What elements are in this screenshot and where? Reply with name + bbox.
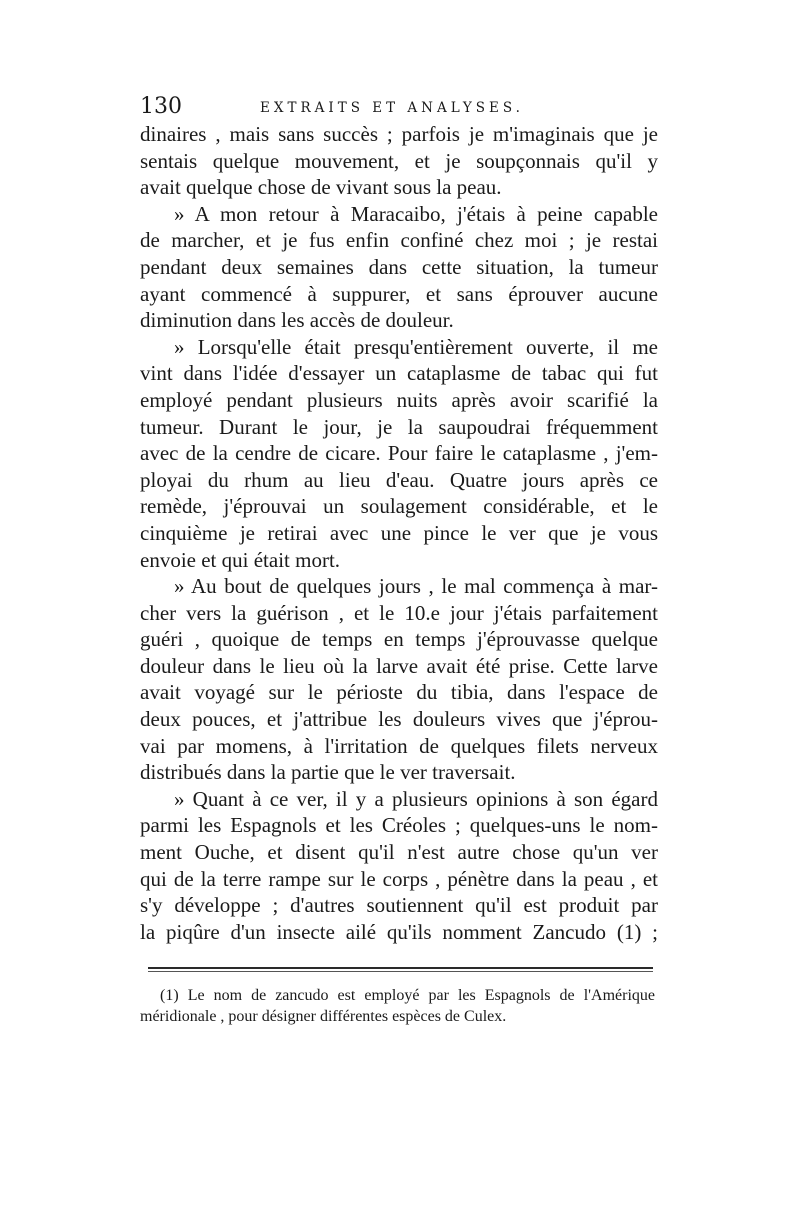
text-line: » A mon retour à Maracaibo, j'étais à peine capable — [174, 201, 658, 226]
text-line: la piqûre d'un insecte ailé qu'ils nomment Zancudo (1) ; — [140, 919, 658, 944]
running-head: EXTRAITS ET ANALYSES. — [260, 100, 524, 116]
body-text — [140, 121, 658, 945]
text-line: vint dans l'idée d'essayer un cataplasme de tabac qui fut — [140, 361, 658, 386]
text-line: douleur dans le lieu où la larve avait été prise. Cette larve — [140, 653, 658, 678]
footnote-separator — [148, 967, 653, 969]
text-line: remède, j'éprouvai un soulagement considérable, et le — [140, 494, 658, 519]
text-line: cher vers la guérison , et le 10.e jour j'étais parfaitement — [140, 600, 658, 625]
text-line: avait quelque chose de vivant sous la peau. — [140, 175, 502, 200]
text-line: » Lorsqu'elle était presqu'entièrement ouverte, il me — [174, 334, 658, 359]
text-line: ayant commencé à suppurer, et sans éprouver aucune — [140, 281, 658, 306]
text-line: s'y développe ; d'autres soutiennent qu'il est produit par — [140, 893, 658, 918]
text-line: envoie et qui était mort. — [140, 547, 341, 572]
text-line: deux pouces, et j'attribue les douleurs vives que j'éprou- — [140, 707, 658, 732]
text-line: tumeur. Durant le jour, je la saupoudrai fréquemment — [140, 414, 658, 439]
text-line: » Au bout de quelques jours , le mal commença à mar- — [174, 574, 658, 599]
text-line: cinquième je retirai avec une pince le ver que je vous — [140, 520, 658, 545]
text-line: ployai du rhum au lieu d'eau. Quatre jours après ce — [140, 467, 658, 492]
text-line: avec de la cendre de cicare. Pour faire le cataplasme , j'em- — [140, 441, 658, 466]
text-line: » Quant à ce ver, il y a plusieurs opinions à son égard — [174, 786, 658, 811]
text-line: pendant deux semaines dans cette situation, la tumeur — [140, 254, 658, 279]
footnote-separator-thin — [148, 971, 653, 972]
text-line: ment Ouche, et disent qu'il n'est autre chose qu'un ver — [140, 840, 658, 865]
text-line: parmi les Espagnols et les Créoles ; quelques-uns le nom- — [140, 813, 658, 838]
text-line: vai par momens, à l'irritation de quelques filets nerveux — [140, 733, 658, 758]
page-header — [140, 92, 660, 122]
text-line: diminution dans les accès de douleur. — [140, 308, 454, 333]
footnote-line: (1) Le nom de zancudo est employé par les Espagnols de l'Amérique — [160, 987, 655, 1004]
text-line: guéri , quoique de temps en temps j'éprouvasse quelque — [140, 627, 658, 652]
text-line: dinaires , mais sans succès ; parfois je m'imaginais que je — [140, 122, 658, 146]
footnote-line: méridionale , pour désigner différentes espèces de Culex. — [140, 1008, 507, 1025]
footnote — [140, 985, 655, 1027]
text-line: distribués dans la partie que le ver traversait. — [140, 760, 516, 785]
text-line: avait voyagé sur le périoste du tibia, dans l'espace de — [140, 680, 658, 705]
text-line: sentais quelque mouvement, et je soupçonnais qu'il y — [140, 148, 658, 173]
text-line: de marcher, et je fus enfin confiné chez moi ; je restai — [140, 228, 658, 253]
page-number: 130 — [140, 94, 182, 119]
text-line: employé pendant plusieurs nuits après avoir scarifié la — [140, 387, 658, 412]
text-line: qui de la terre rampe sur le corps , pénètre dans la peau , et — [140, 866, 658, 891]
